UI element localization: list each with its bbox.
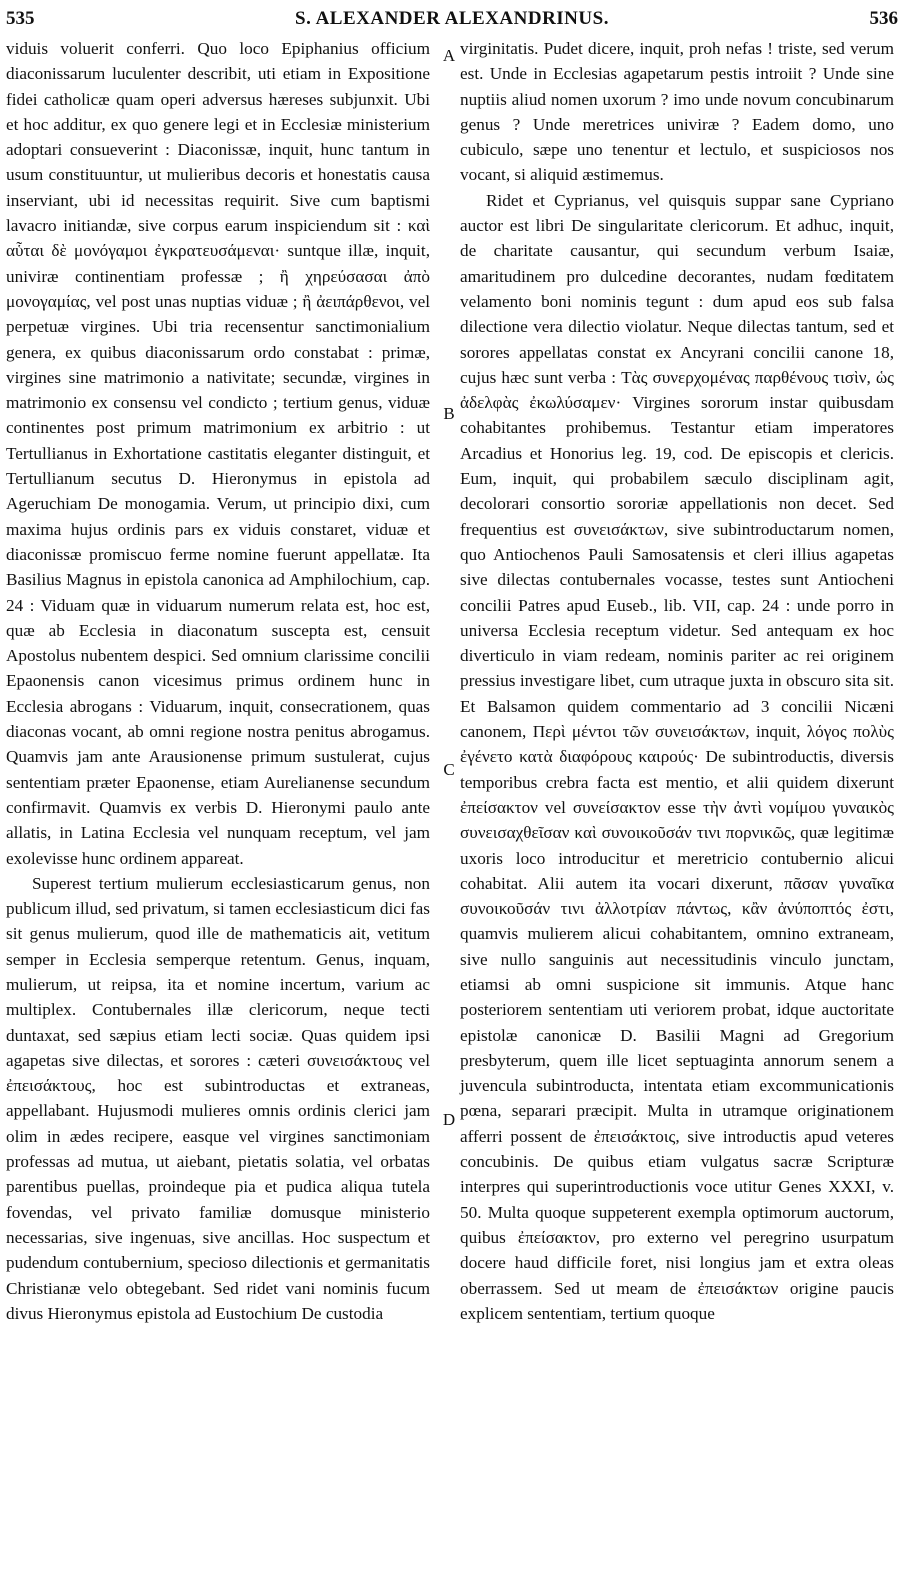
right-column	[460, 36, 894, 1326]
running-title: S. ALEXANDER ALEXANDRINUS.	[295, 8, 609, 29]
margin-letter-c: C	[443, 760, 455, 779]
left-column	[6, 36, 430, 1326]
page-number-right: 536	[869, 8, 898, 29]
margin-letter-a: A	[442, 46, 456, 65]
left-paragraph-1: viduis voluerit conferri. Quo loco Epiphanius officium diaconissarum luculenter describit, uti etiam in Expositione fidei catholicæ quam operi adversus hæreses subjunxit. Ubi et hoc additur, ex quo genere legi et in Ecclesiæ ministerium adoptari consueverint : Diaconissæ, inquit, hunc tantum in usum constituuntur, ut mulieribus decoris et honestatis causa inserviant, ubi id necessitas requirit. Sive cum baptismi lavacro initiandæ, sive corpus earum inspiciendum sit : καὶ αὗται δὲ μονόγαμοι ἐγκρατευσάμεναι· suntque illæ, inquit, univiræ continentiam professæ ; ἢ χηρεύσασαι ἀπὸ μονογαμίας, vel post unas nuptias viduæ ; ἢ ἀειπάρθενοι, vel perpetuæ virgines. Ubi tria recensentur sanctimonialium genera, ex quibus diaconissarum ordo constabat : primæ, virgines sine matrimonio a nativitate; secundæ, virgines in matrimonio ex consensu vel condicto ; tertium genus, viduæ continentes post primum matrimonium ex arbitrio : ut Tertullianus in Exhortatione castitatis eleganter distinguit, et Tertullianum secutus D. Hieronymus in epistola ad Ageruchiam De monogamia. Verum, ut principio dixi, cum maxima hujus ordinis pars ex viduis constaret, viduæ et diaconissæ promiscuo ferme nomine fuerunt appellatæ. Ita Basilius Magnus in epistola canonica ad Amphilochium, cap. 24 : Viduam quæ in viduarum numerum relata est, hoc est, quæ ab Ecclesia in diaconatum suscepta est, censuit Apostolus nubentem despici. Sed omnium clarissime concilii Epaonensis canon vicesimus primus ordinem hunc in Ecclesia abrogans : Viduarum, inquit, consecrationem, quas diaconas vocant, ab omni regione nostra penitus abrogamus. Quamvis jam ante Arausionense primum sustulerat, cujus sententiam præter Epaonense, etiam Aurelianense secundum confirmavit. Quamvis ex verbis D. Hieronymi paulo ante allatis, in Latina Ecclesia vel nunquam receptum, vel jam exolevisse hunc ordinem appareat.	[6, 39, 430, 868]
margin-letter-b: B	[443, 404, 455, 423]
running-header	[6, 8, 898, 34]
page-number-left: 535	[6, 8, 35, 29]
right-paragraph-1: virginitatis. Pudet dicere, inquit, proh nefas ! triste, sed verum est. Unde in Ecclesias agapetarum pestis introiit ? Unde sine nuptiis aliud nomen uxorum ? imo unde novum concubinarum genus ? Unde meretrices univiræ ? Eadem domo, uno cubiculo, sæpe uno tenentur et lectulo, et suspiciosos nos vocant, si aliquid æstimemus.	[460, 39, 894, 185]
left-paragraph-2: Superest tertium mulierum ecclesiasticarum genus, non publicum illud, sed privatum, si tamen ecclesiasticum dici fas sit genus mulierum, quod ille de mathematicis ait, vetitum semper in Ecclesia semperque retentum. Genus, inquam, mulierum, ut reipsa, ita et nomine incertum, varium ac multiplex. Contubernales illæ clericorum, neque tecti duntaxat, sed sæpius etiam lecti sociæ. Quas quidem ipsi agapetas sive dilectas, et sorores : cæteri συνεισάκτους vel ἐπεισάκτους, hoc est subintroductas et extraneas, appellabant. Hujusmodi mulieres omnis ordinis clerici jam olim in ædes recipere, easque vel virgines sanctimoniam professas ad mutua, ut aiebant, pietatis solatia, vel orbatas parentibus puellas, proindeque pia et pudica aliqua tutela fovendas, vel privato familiæ domusque ministerio necessarias, sive ingenuas, sive ancillas. Hoc suspectum et pudendum contubernium, specioso dilectionis et germanitatis Christianæ velo obtegebant. Sed ridet vani nominis fucum divus Hieronymus epistola ad Eustochium De custodia	[6, 873, 430, 1323]
right-paragraph-2: Ridet et Cyprianus, vel quisquis suppar sane Cypriano auctor est libri De singularitate clericorum. Et adhuc, inquit, de charitate causantur, qui secundum verbum Isaiæ, amaritudinem pro dulcedine decorantes, nudam fœditatem velamento boni nominis tegunt : dum apud eos sub falsa dilectione vera dilectio violatur. Neque dilectas tantum, sed et sorores appellatas constat ex Ancyrani concilii canone 18, cujus hæc sunt verba : Τὰς συνερχομένας παρθένους τισὶν, ὡς ἀδελφὰς ἐκωλύσαμεν· Virgines sororum instar quibusdam cohabitantes prohibemus. Testantur etiam imperatores Arcadius et Honorius leg. 19, cod. De episcopis et clericis. Eum, inquit, qui probabilem sæculo disciplinam agit, decolorari consortio sororiæ appellationis non decet. Sed frequentius est συνεισάκτων, sive subintroductarum nomen, quo Antiochenos Pauli Samosatensis et cleri illius agapetas sive dilectas contubernales vocasse, testes sunt Antiocheni concilii Patres apud Euseb., lib. VII, cap. 24 : unde porro in universa Ecclesia receptum videtur. Sed antequam ex hoc diverticulo in viam redeam, nominis pariter ac rei originem pressius investigare libet, cum utraque juxta in obscuro sita sit. Et Balsamon quidem commentario ad 3 concilii Nicæni canonem, Περὶ μέντοι τῶν συνεισάκτων, inquit, λόγος πολὺς ἐγένετο κατὰ διαφόρους καιρούς· De subintroductis, diversis temporibus crebra facta est mentio, et alii quidem dixerunt ἐπείσακτον vel συνείσακτον esse τὴν ἀντὶ νομίμου γυναικὸς συνεισαχθεῖσαν καὶ συνοικοῦσάν τινι πορνικῶς, quæ legitimæ uxoris loco introducitur et meretricio contubernio alicui cohabitat. Alii autem ita vocari dixerunt, πᾶσαν γυναῖκα συνοικοῦσάν τινι ἀλλοτρίαν πάντως, κἂν ἀνύποπτός ἐστι, quamvis mulierem alicui cohabitantem, omnino extraneam, sive nullo sanguinis aut necessitudinis vinculo junctam, etiamsi ab omni suspicione sit immunis. Atque hanc posteriorem sententiam uti veriorem probat, idque auctoritate epistolæ canonicæ D. Basilii Magni ad Gregorium presbyterum, quem ille licet septuaginta annorum senem a juvencula subintroducta, intentata etiam excommunicationis pœna, separari præcipit. Multa in utramque originationem afferri possent de ἐπεισάκτοις, sive introductis apud veteres concubinis. De quibus etiam vulgatus sacræ Scripturæ interpres qui superintroductionis voce utitur Genes XXXI, v. 50. Multa quoque suppeterent exempla optimorum auctorum, quibus ἐπείσακτον, pro externo vel peregrino usurpatum docere haud difficile foret, nisi longius jam et extra oleas oberrassem. Sed ut meam de ἐπεισάκτων origine paucis explicem sententiam, tertium quoque	[460, 190, 894, 1323]
margin-letter-d: D	[442, 1110, 456, 1129]
